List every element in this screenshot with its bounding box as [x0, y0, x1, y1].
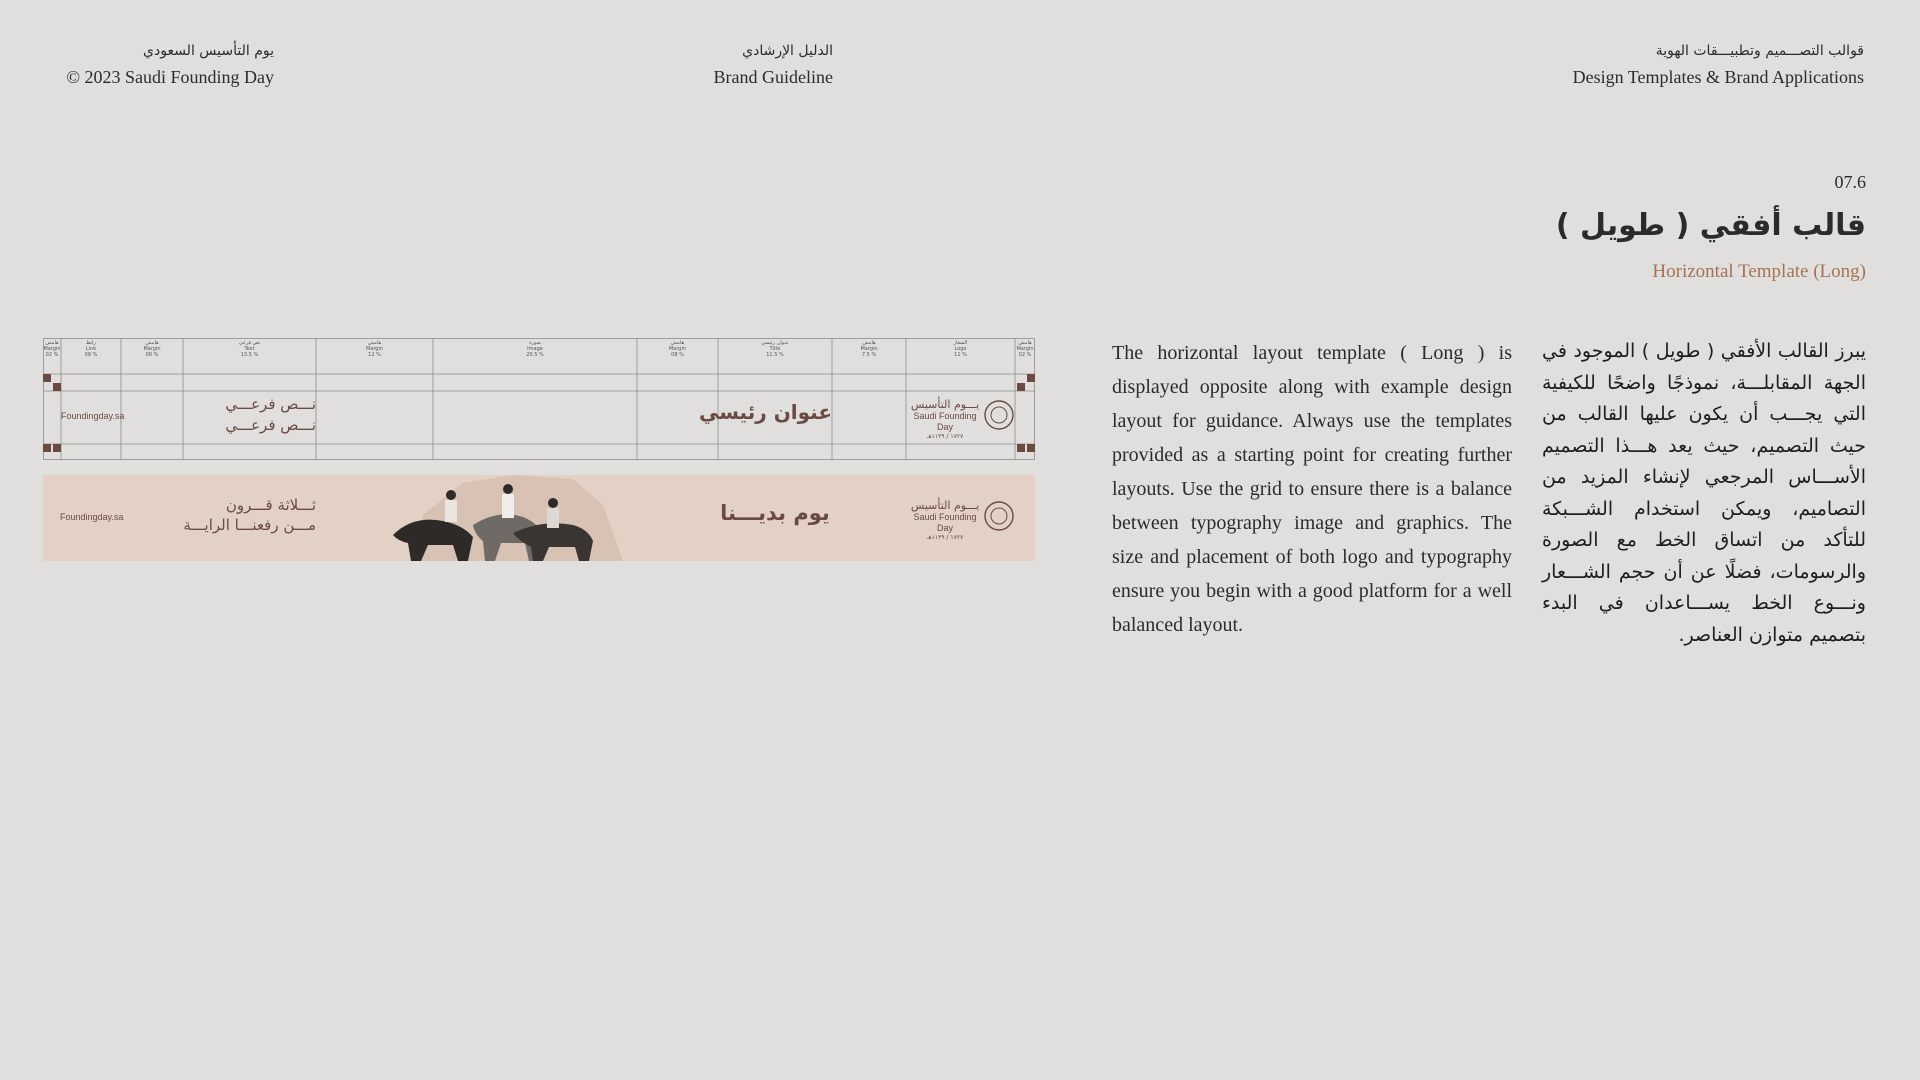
col-label-ar: هامش — [145, 340, 159, 346]
logo-date: ١٧٢٧ / ١١٣٩هـ — [926, 534, 964, 541]
col-label-logo — [906, 340, 1015, 358]
col-label-ar: صورة — [529, 340, 541, 346]
header-chapter — [1500, 38, 1864, 90]
page-title-arabic: قالب أفقي ( طويل ) — [1555, 208, 1866, 243]
template-example-banner — [43, 475, 1035, 561]
banner-subtext — [183, 495, 316, 535]
col-label-pct: 7.5 % — [861, 352, 877, 358]
col-label-pct: 02 % — [1018, 352, 1032, 358]
header-left-english: © 2023 Saudi Founding Day — [66, 67, 274, 87]
banner-logo — [905, 499, 985, 542]
col-label-image — [433, 340, 637, 358]
wireframe-site-link: Foundingday.sa — [61, 411, 125, 421]
template-wireframe — [43, 338, 1035, 460]
col-label-pct: 13.5 % — [240, 352, 259, 358]
col-label-margin-6 — [1015, 340, 1035, 358]
col-label-title — [718, 340, 832, 358]
header-guideline — [630, 38, 833, 90]
logo-date: ١٧٢٧ / ١١٣٩هـ — [926, 433, 964, 440]
body-text-arabic: يبرز القالب الأفقي ( طويل ) الموجود في الجهة المقابلـــة، نموذجًا واضحًا للكيفية التي يجـــب أن يكون عليها القالب من حيث التصميم، حيث يعد هـــذا التصميم الأســـاس المرجعي لإنشاء المزيد من التصاميم، ويمكن استخدام الشـــبكة للتأكد من اتساق الخط مع الصورة والرسومات، فضلًا عن أن حجم الشـــعار ونـــوع الخط يســـاعدان في البدء بتصميم متوازن العناصر. — [1542, 340, 1866, 646]
col-label-pct: 02 % — [45, 352, 59, 358]
logo-english: Saudi Founding Day — [913, 512, 977, 533]
col-label-margin-4 — [637, 340, 718, 358]
col-label-en: Margin — [668, 346, 687, 352]
col-label-margin-2 — [121, 340, 183, 358]
header-right-english: Design Templates & Brand Applications — [1572, 67, 1864, 87]
col-label-pct: 11 % — [954, 352, 967, 358]
page-title-english: Horizontal Template (Long) — [1652, 261, 1866, 282]
col-label-pct: 12 % — [368, 352, 381, 358]
logo-english: Saudi Founding Day — [913, 411, 977, 432]
col-label-ar: رابط — [86, 340, 96, 346]
logo-arabic: يـــوم التأسيس — [910, 398, 980, 411]
col-label-en: Margin — [143, 346, 161, 352]
col-label-en: Link — [85, 346, 97, 352]
wireframe-subtext-line: نـــص فرعـــي — [225, 416, 316, 434]
wireframe-logo — [905, 398, 985, 441]
col-label-ar: هامش — [862, 340, 876, 346]
wireframe-title: عنوان رئيسي — [698, 400, 832, 424]
col-label-en: Margin — [1016, 346, 1034, 352]
col-label-ar: عنوان رئيسي — [761, 340, 789, 346]
wireframe-subtext-line: نـــص فرعـــي — [225, 395, 316, 413]
col-label-ar: نص فرعي — [238, 340, 261, 346]
col-label-en: Margin — [860, 346, 878, 352]
header-mid-english: Brand Guideline — [713, 67, 833, 87]
header-mid-arabic: الدليل الإرشادي — [742, 43, 833, 59]
col-label-ar: الشعار — [953, 340, 968, 346]
wireframe-subtext — [183, 394, 316, 436]
col-label-margin-3 — [316, 340, 433, 358]
body-text-english: The horizontal layout template ( Long ) is displayed opposite along with example design layout for guidance. Always use the templates provided as a starting point for creating further layouts. Use the grid to ensure there is a balance between typography image and graphics. The size and placement of both logo and typography ensure you begin with a good platform for a well balanced layout. — [1112, 342, 1512, 636]
col-label-margin-1 — [43, 340, 61, 358]
banner-site-link: Foundingday.sa — [60, 512, 124, 522]
horse-riders-image — [393, 475, 623, 561]
col-label-en: Title — [769, 346, 781, 352]
section-number: 07.6 — [1834, 172, 1866, 192]
col-label-en: Margin — [365, 346, 384, 352]
banner-subtext-line: مـــن رفعنـــا الرايـــة — [183, 516, 316, 534]
logo-arabic: يـــوم التأسيس — [910, 499, 980, 512]
col-label-ar: هامش — [367, 340, 382, 346]
col-label-ar: هامش — [1018, 340, 1032, 346]
banner-title: يوم بديـــنا — [720, 501, 830, 525]
col-label-text — [183, 340, 316, 358]
header-right-arabic: قوالب التصـــميم وتطبيـــقات الهوية — [1655, 43, 1864, 59]
col-label-en: Margin — [43, 346, 61, 352]
header-left-arabic: يوم التأسيس السعودي — [143, 43, 274, 59]
col-label-pct: 11.5 % — [766, 352, 784, 358]
col-label-pct: 08 % — [84, 352, 98, 358]
col-label-ar: هامش — [45, 340, 59, 346]
col-label-en: Logo — [954, 346, 967, 352]
banner-subtext-line: ثـــلاثة قـــرون — [225, 496, 316, 514]
col-label-pct: 08 % — [671, 352, 684, 358]
col-label-margin-5 — [832, 340, 906, 358]
col-label-pct: 06 % — [145, 352, 159, 358]
col-label-en: Text — [244, 346, 255, 352]
header-copyright — [54, 38, 274, 90]
col-label-link — [61, 340, 121, 358]
col-label-pct: 20.5 % — [526, 352, 544, 358]
col-label-ar: هامش — [670, 340, 685, 346]
col-label-en: Image — [527, 346, 543, 352]
